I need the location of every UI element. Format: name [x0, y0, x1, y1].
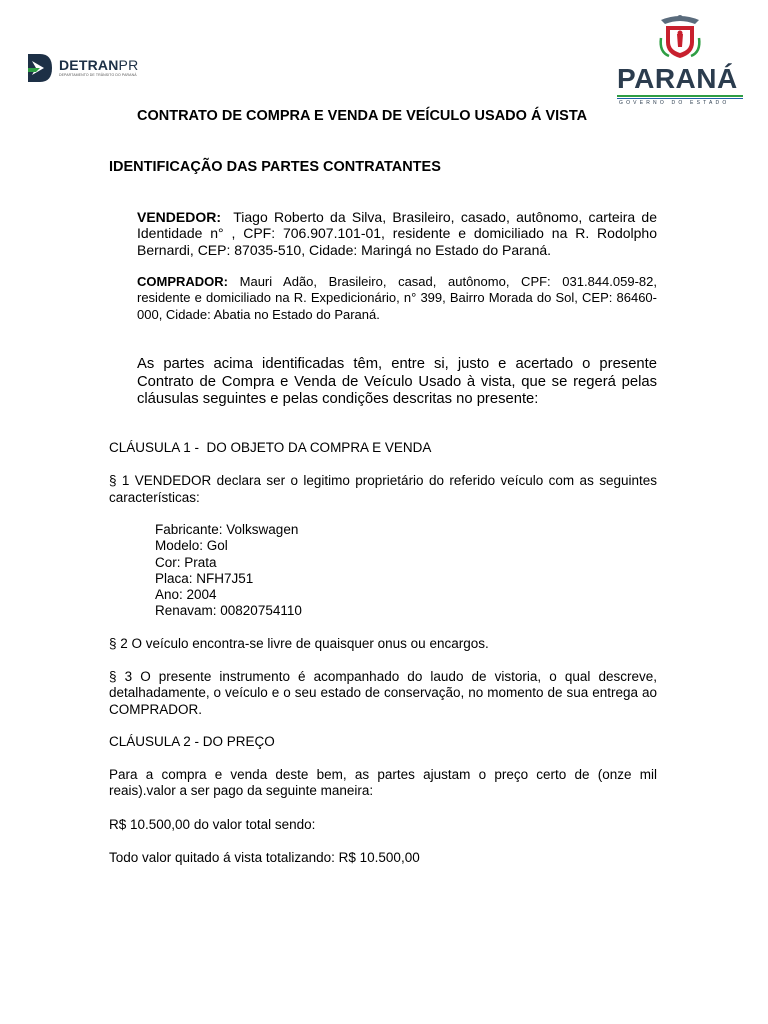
parana-crest-icon — [657, 12, 703, 60]
clause2-paragraph1: Para a compra e venda deste bem, as partes ajustam o preço certo de (onze mil reais).valor a ser pago da seguinte maneira: — [109, 767, 657, 799]
detran-arrow-icon — [26, 52, 54, 84]
clause1-heading: CLÁUSULA 1 - DO OBJETO DA COMPRA E VENDA — [109, 440, 432, 455]
spec-modelo: Modelo: Gol — [155, 538, 228, 554]
vendedor-paragraph — [137, 209, 657, 258]
vehicle-specs — [155, 522, 302, 620]
vendedor-label: VENDEDOR: — [137, 209, 222, 225]
vendedor-text: Tiago Roberto da Silva, Brasileiro, casado, autônomo, carteira de Identidade n° , CPF: 706.907.101-01, residente e domiciliado na R. Rodolpho Bernardi, CEP: 87035-510, Cidade: Maringá no Estado do Paraná. — [137, 209, 657, 258]
detran-subtitle: DEPARTAMENTO DE TRÂNSITO DO PARANÁ — [59, 73, 137, 77]
document-title: CONTRATO DE COMPRA E VENDA DE VEÍCULO USADO Á VISTA — [137, 108, 588, 124]
clause1-paragraph3: § 3 O presente instrumento é acompanhado do laudo de vistoria, o qual descreve, detalhadamente, o veículo e o seu estado de conservação, no momento de sua entrega ao COMPRADOR. — [109, 669, 657, 717]
detran-logo — [26, 52, 138, 84]
parana-stripe-secondary — [617, 98, 743, 99]
comprador-paragraph — [137, 274, 657, 323]
comprador-text: Mauri Adão, Brasileiro, casad, autônomo, CPF: 031.844.059-82, residente e domiciliado na R. Expedicionário, n° 399, Bairro Morada do Sol, CEP: 86460-000, Cidade: Abatia no Estado do Paraná. — [137, 274, 657, 322]
clause2-paragraph3: Todo valor quitado á vista totalizando: R$ 10.500,00 — [109, 850, 420, 865]
comprador-label: COMPRADOR: — [137, 274, 228, 289]
clause2-heading: CLÁUSULA 2 - DO PREÇO — [109, 734, 275, 749]
clause1-paragraph2: § 2 O veículo encontra-se livre de quaisquer onus ou encargos. — [109, 636, 489, 651]
detran-name: DETRAN — [59, 57, 119, 73]
parana-logo — [617, 12, 745, 106]
clause1-paragraph1: § 1 VENDEDOR declara ser o legitimo proprietário do referido veículo com as seguintes características: — [109, 473, 657, 505]
spec-fabricante: Fabricante: Volkswagen — [155, 522, 299, 537]
spec-ano: Ano: 2004 — [155, 587, 217, 603]
spec-renavam: Renavam: 00820754110 — [155, 603, 302, 619]
spec-placa: Placa: NFH7J51 — [155, 570, 254, 586]
parana-stripe — [617, 95, 743, 97]
detran-suffix: PR — [118, 57, 139, 73]
clause2-paragraph2: R$ 10.500,00 do valor total sendo: — [109, 817, 316, 832]
spec-cor: Cor: Prata — [155, 554, 217, 570]
parana-subtitle: GOVERNO DO ESTADO — [619, 100, 730, 106]
section-heading: IDENTIFICAÇÃO DAS PARTES CONTRATANTES — [109, 159, 441, 175]
intro-paragraph: As partes acima identificadas têm, entre si, justo e acertado o presente Contrato de Compra e Venda de Veículo Usado à vista, que se regerá pelas cláusulas seguintes e pelas condições descritas no presente: — [137, 356, 657, 408]
parana-name: PARANÁ — [617, 63, 738, 94]
